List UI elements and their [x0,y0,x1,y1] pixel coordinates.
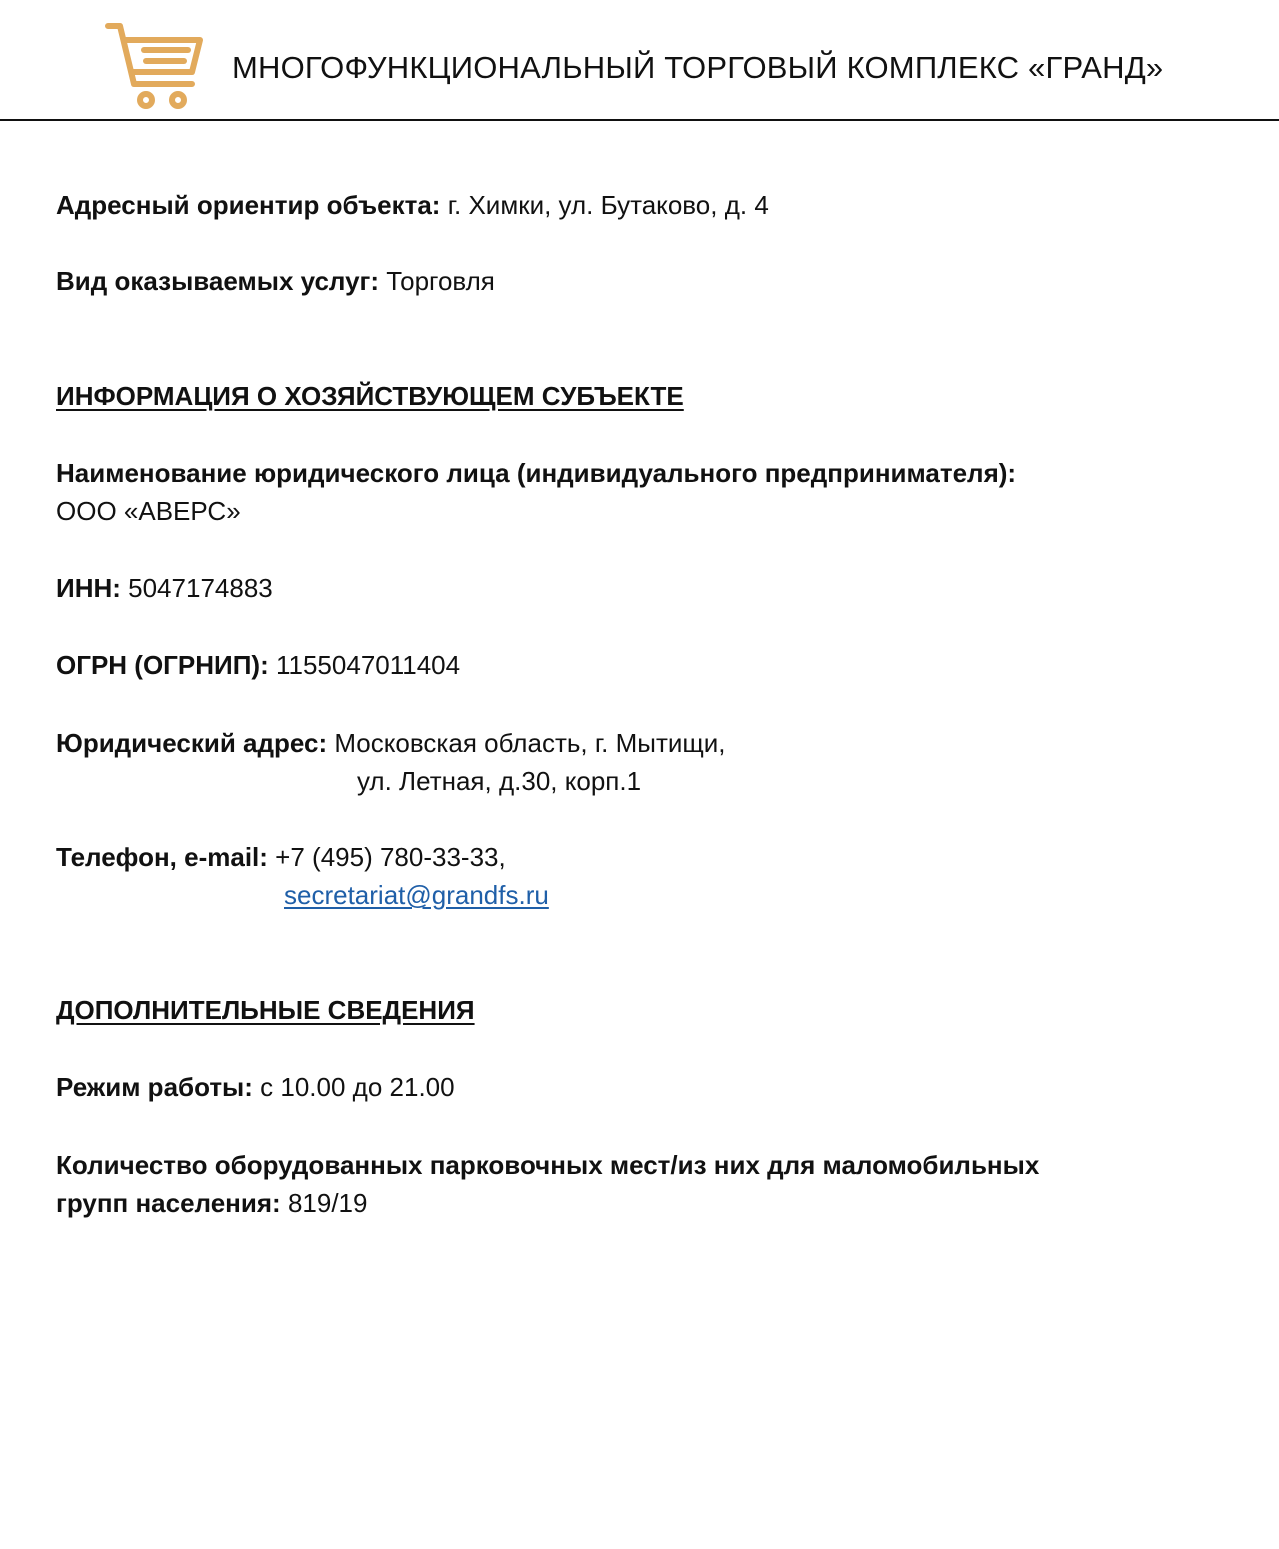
legal-address-line1: Московская область, г. Мытищи, [334,728,726,758]
ogrn-row [56,646,460,684]
page-title: МНОГОФУНКЦИОНАЛЬНЫЙ ТОРГОВЫЙ КОМПЛЕКС «ГРАНД» [232,50,1164,85]
additional-section-heading: ДОПОЛНИТЕЛЬНЫЕ СВЕДЕНИЯ [56,995,475,1025]
parking-value: 819/19 [287,1188,368,1218]
services-value: Торговля [386,266,495,296]
parking-label-line1: Количество оборудованных парковочных мест/из них для маломобильных [56,1150,1040,1180]
entity-name-value: ООО «АВЕРС» [56,496,241,526]
inn-row [56,569,273,607]
parking-label-line2: групп населения: [56,1188,281,1218]
inn-label: ИНН: [56,573,121,603]
legal-address-row [56,724,726,762]
hours-label: Режим работы: [56,1072,253,1102]
object-address-label: Адресный ориентир объекта: [56,190,441,220]
entity-name-label: Наименование юридического лица (индивидуального предпринимателя): [56,458,1017,488]
legal-address-line2: ул. Летная, д.30, корп.1 [357,766,642,796]
services-label: Вид оказываемых услуг: [56,266,380,296]
email-link[interactable]: secretariat@grandfs.ru [284,880,549,910]
parking-row [56,1184,367,1222]
entity-section-heading: ИНФОРМАЦИЯ О ХОЗЯЙСТВУЮЩЕМ СУБЪЕКТЕ [56,381,684,411]
ogrn-value: 1155047011404 [275,650,461,680]
ogrn-label: ОГРН (ОГРНИП): [56,650,269,680]
hours-row [56,1068,455,1106]
object-address-value: г. Химки, ул. Бутаково, д. 4 [447,190,769,220]
email-line [284,876,549,914]
contact-row [56,838,506,876]
contact-label: Телефон, e-mail: [56,842,268,872]
page-header [0,0,1279,121]
inn-value: 5047174883 [128,573,273,603]
object-address-row [56,186,769,224]
phone-value: +7 (495) 780-33-33, [275,842,506,872]
legal-address-label: Юридический адрес: [56,728,328,758]
services-row [56,262,495,300]
hours-value: с 10.00 до 21.00 [260,1072,455,1102]
shopping-cart-icon [104,20,208,112]
